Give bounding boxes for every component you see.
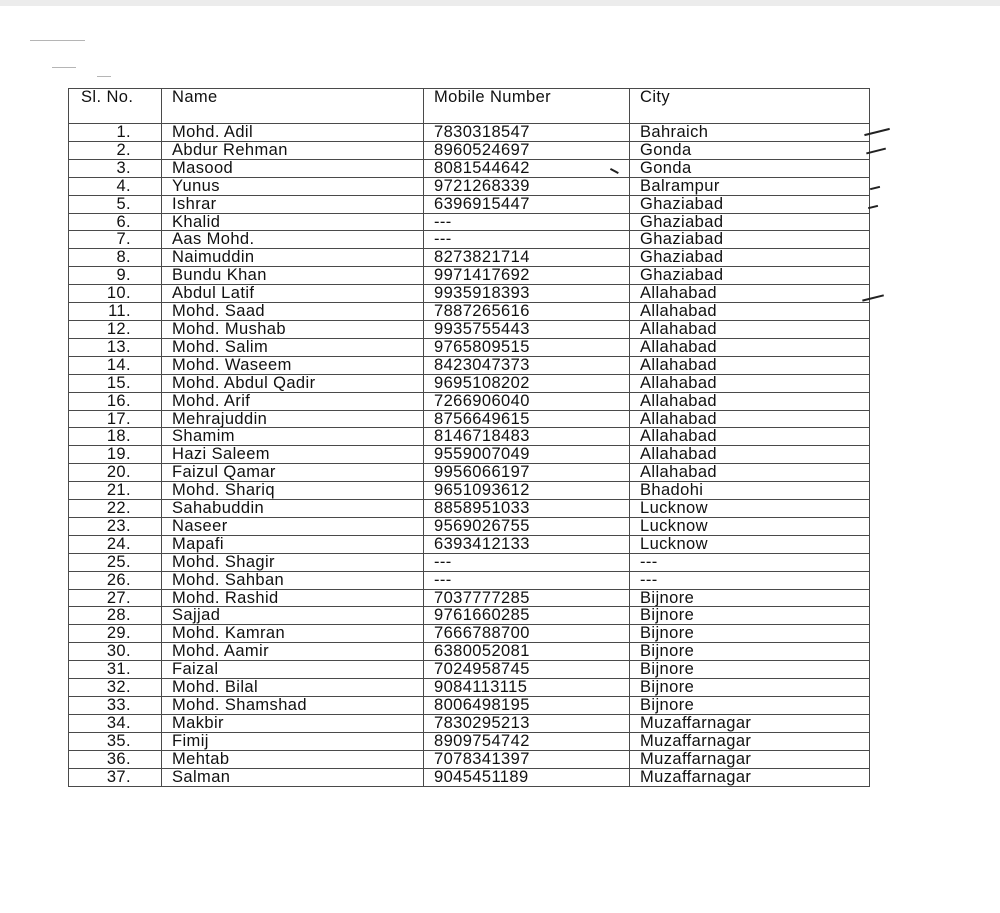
cell-city: Muzaffarnagar bbox=[630, 750, 870, 768]
cell-city: Allahabad bbox=[630, 464, 870, 482]
cell-mobile-number: 9084113115 bbox=[424, 679, 630, 697]
cell-name: Yunus bbox=[162, 177, 424, 195]
cell-city: Bijnore bbox=[630, 661, 870, 679]
cell-mobile-number: 6393412133 bbox=[424, 535, 630, 553]
cell-serial-no: 23. bbox=[69, 517, 162, 535]
cell-city: Allahabad bbox=[630, 356, 870, 374]
table-row bbox=[69, 482, 870, 500]
cell-name: Fimij bbox=[162, 732, 424, 750]
cell-name: Mohd. Rashid bbox=[162, 589, 424, 607]
table-row bbox=[69, 356, 870, 374]
cell-serial-no: 31. bbox=[69, 661, 162, 679]
cell-serial-no: 25. bbox=[69, 553, 162, 571]
cell-serial-no: 15. bbox=[69, 374, 162, 392]
cell-mobile-number: 9956066197 bbox=[424, 464, 630, 482]
cell-name: Bundu Khan bbox=[162, 267, 424, 285]
cell-name: Mohd. Shagir bbox=[162, 553, 424, 571]
cell-mobile-number: 9045451189 bbox=[424, 768, 630, 786]
cell-mobile-number: 9695108202 bbox=[424, 374, 630, 392]
cell-name: Hazi Saleem bbox=[162, 446, 424, 464]
table-row bbox=[69, 267, 870, 285]
scan-smudge bbox=[30, 40, 85, 41]
cell-mobile-number: 7887265616 bbox=[424, 303, 630, 321]
cell-serial-no: 32. bbox=[69, 679, 162, 697]
cell-serial-no: 6. bbox=[69, 213, 162, 231]
cell-city: Allahabad bbox=[630, 320, 870, 338]
cell-name: Mohd. Aamir bbox=[162, 643, 424, 661]
table-row bbox=[69, 428, 870, 446]
cell-city: Allahabad bbox=[630, 410, 870, 428]
table-row bbox=[69, 535, 870, 553]
cell-name: Mohd. Adil bbox=[162, 124, 424, 142]
header-mobile: Mobile Number bbox=[424, 89, 630, 124]
handwritten-tick-mark bbox=[870, 186, 880, 190]
cell-serial-no: 27. bbox=[69, 589, 162, 607]
cell-city: Bijnore bbox=[630, 607, 870, 625]
cell-city: Muzaffarnagar bbox=[630, 732, 870, 750]
cell-mobile-number: 8146718483 bbox=[424, 428, 630, 446]
cell-name: Mohd. Shariq bbox=[162, 482, 424, 500]
table-row bbox=[69, 571, 870, 589]
cell-mobile-number: 7830318547 bbox=[424, 124, 630, 142]
cell-serial-no: 14. bbox=[69, 356, 162, 374]
cell-serial-no: 36. bbox=[69, 750, 162, 768]
cell-city: Gonda bbox=[630, 159, 870, 177]
table-row bbox=[69, 392, 870, 410]
cell-mobile-number: 7037777285 bbox=[424, 589, 630, 607]
cell-city: Allahabad bbox=[630, 374, 870, 392]
cell-city: Bijnore bbox=[630, 697, 870, 715]
cell-city: --- bbox=[630, 553, 870, 571]
cell-name: Mohd. Sahban bbox=[162, 571, 424, 589]
cell-name: Abdul Latif bbox=[162, 285, 424, 303]
cell-mobile-number: 8081544642 bbox=[424, 159, 630, 177]
cell-serial-no: 22. bbox=[69, 500, 162, 518]
cell-serial-no: 12. bbox=[69, 320, 162, 338]
table-row bbox=[69, 517, 870, 535]
cell-name: Mohd. Mushab bbox=[162, 320, 424, 338]
cell-mobile-number: 7666788700 bbox=[424, 625, 630, 643]
cell-serial-no: 33. bbox=[69, 697, 162, 715]
cell-mobile-number: 9935918393 bbox=[424, 285, 630, 303]
table-row bbox=[69, 303, 870, 321]
table-row bbox=[69, 374, 870, 392]
cell-name: Mohd. Bilal bbox=[162, 679, 424, 697]
cell-city: Ghaziabad bbox=[630, 231, 870, 249]
cell-serial-no: 9. bbox=[69, 267, 162, 285]
cell-mobile-number: 9721268339 bbox=[424, 177, 630, 195]
cell-name: Naimuddin bbox=[162, 249, 424, 267]
cell-serial-no: 11. bbox=[69, 303, 162, 321]
cell-serial-no: 16. bbox=[69, 392, 162, 410]
cell-mobile-number: 6380052081 bbox=[424, 643, 630, 661]
cell-city: Allahabad bbox=[630, 428, 870, 446]
cell-name: Mohd. Waseem bbox=[162, 356, 424, 374]
cell-serial-no: 37. bbox=[69, 768, 162, 786]
cell-city: Allahabad bbox=[630, 392, 870, 410]
cell-city: Bahraich bbox=[630, 124, 870, 142]
cell-mobile-number: 9559007049 bbox=[424, 446, 630, 464]
cell-serial-no: 4. bbox=[69, 177, 162, 195]
cell-serial-no: 30. bbox=[69, 643, 162, 661]
cell-name: Sahabuddin bbox=[162, 500, 424, 518]
cell-mobile-number: 9651093612 bbox=[424, 482, 630, 500]
cell-mobile-number: 9765809515 bbox=[424, 338, 630, 356]
cell-name: Khalid bbox=[162, 213, 424, 231]
contact-table bbox=[68, 88, 870, 787]
cell-name: Ishrar bbox=[162, 195, 424, 213]
header-serial-no: Sl. No. bbox=[69, 89, 162, 124]
table-row bbox=[69, 661, 870, 679]
cell-mobile-number: 7266906040 bbox=[424, 392, 630, 410]
cell-city: Balrampur bbox=[630, 177, 870, 195]
cell-serial-no: 2. bbox=[69, 141, 162, 159]
cell-name: Faizal bbox=[162, 661, 424, 679]
cell-name: Abdur Rehman bbox=[162, 141, 424, 159]
cell-serial-no: 21. bbox=[69, 482, 162, 500]
table-row bbox=[69, 446, 870, 464]
table-row bbox=[69, 195, 870, 213]
table-row bbox=[69, 500, 870, 518]
cell-name: Sajjad bbox=[162, 607, 424, 625]
table-row bbox=[69, 643, 870, 661]
table-row bbox=[69, 714, 870, 732]
cell-mobile-number: 8423047373 bbox=[424, 356, 630, 374]
cell-name: Salman bbox=[162, 768, 424, 786]
table-row bbox=[69, 679, 870, 697]
cell-city: Ghaziabad bbox=[630, 213, 870, 231]
cell-serial-no: 35. bbox=[69, 732, 162, 750]
table-row bbox=[69, 553, 870, 571]
cell-name: Masood bbox=[162, 159, 424, 177]
table-header-row bbox=[69, 89, 870, 124]
cell-mobile-number: --- bbox=[424, 213, 630, 231]
table-row bbox=[69, 768, 870, 786]
cell-city: Lucknow bbox=[630, 517, 870, 535]
cell-mobile-number: --- bbox=[424, 553, 630, 571]
cell-serial-no: 19. bbox=[69, 446, 162, 464]
cell-serial-no: 7. bbox=[69, 231, 162, 249]
table-row bbox=[69, 285, 870, 303]
cell-name: Mohd. Abdul Qadir bbox=[162, 374, 424, 392]
cell-serial-no: 10. bbox=[69, 285, 162, 303]
table-row bbox=[69, 249, 870, 267]
table-row bbox=[69, 410, 870, 428]
cell-serial-no: 34. bbox=[69, 714, 162, 732]
cell-mobile-number: 9761660285 bbox=[424, 607, 630, 625]
table-row bbox=[69, 141, 870, 159]
cell-name: Mohd. Shamshad bbox=[162, 697, 424, 715]
cell-city: Bijnore bbox=[630, 643, 870, 661]
cell-city: Muzaffarnagar bbox=[630, 714, 870, 732]
cell-city: Gonda bbox=[630, 141, 870, 159]
cell-name: Mehtab bbox=[162, 750, 424, 768]
cell-name: Faizul Qamar bbox=[162, 464, 424, 482]
cell-mobile-number: 8273821714 bbox=[424, 249, 630, 267]
table-row bbox=[69, 697, 870, 715]
cell-name: Mohd. Arif bbox=[162, 392, 424, 410]
cell-mobile-number: 9569026755 bbox=[424, 517, 630, 535]
cell-city: Muzaffarnagar bbox=[630, 768, 870, 786]
cell-mobile-number: 9935755443 bbox=[424, 320, 630, 338]
table-body bbox=[69, 124, 870, 787]
cell-mobile-number: 9971417692 bbox=[424, 267, 630, 285]
table-row bbox=[69, 750, 870, 768]
header-city: City bbox=[630, 89, 870, 124]
cell-name: Shamim bbox=[162, 428, 424, 446]
scan-top-edge bbox=[0, 0, 1000, 6]
cell-name: Mohd. Kamran bbox=[162, 625, 424, 643]
table-row bbox=[69, 213, 870, 231]
cell-serial-no: 18. bbox=[69, 428, 162, 446]
table-row bbox=[69, 589, 870, 607]
table-row bbox=[69, 338, 870, 356]
cell-mobile-number: 7078341397 bbox=[424, 750, 630, 768]
cell-city: Bijnore bbox=[630, 589, 870, 607]
cell-city: Ghaziabad bbox=[630, 195, 870, 213]
cell-serial-no: 28. bbox=[69, 607, 162, 625]
cell-city: Bijnore bbox=[630, 679, 870, 697]
cell-mobile-number: 8006498195 bbox=[424, 697, 630, 715]
cell-city: Allahabad bbox=[630, 446, 870, 464]
scan-smudge bbox=[97, 76, 111, 77]
table-row bbox=[69, 231, 870, 249]
cell-mobile-number: 8909754742 bbox=[424, 732, 630, 750]
cell-serial-no: 26. bbox=[69, 571, 162, 589]
cell-serial-no: 1. bbox=[69, 124, 162, 142]
cell-city: Lucknow bbox=[630, 535, 870, 553]
cell-city: Ghaziabad bbox=[630, 249, 870, 267]
cell-name: Mapafi bbox=[162, 535, 424, 553]
cell-serial-no: 8. bbox=[69, 249, 162, 267]
table-row bbox=[69, 607, 870, 625]
cell-mobile-number: --- bbox=[424, 231, 630, 249]
cell-serial-no: 13. bbox=[69, 338, 162, 356]
cell-serial-no: 24. bbox=[69, 535, 162, 553]
cell-city: Allahabad bbox=[630, 285, 870, 303]
cell-city: Bhadohi bbox=[630, 482, 870, 500]
cell-serial-no: 20. bbox=[69, 464, 162, 482]
cell-mobile-number: 7024958745 bbox=[424, 661, 630, 679]
table-row bbox=[69, 464, 870, 482]
cell-city: Allahabad bbox=[630, 303, 870, 321]
cell-name: Mohd. Salim bbox=[162, 338, 424, 356]
cell-mobile-number: 7830295213 bbox=[424, 714, 630, 732]
table-row bbox=[69, 159, 870, 177]
cell-mobile-number: 8756649615 bbox=[424, 410, 630, 428]
cell-mobile-number: --- bbox=[424, 571, 630, 589]
cell-name: Aas Mohd. bbox=[162, 231, 424, 249]
cell-mobile-number: 8960524697 bbox=[424, 141, 630, 159]
table-row bbox=[69, 320, 870, 338]
table-row bbox=[69, 732, 870, 750]
cell-name: Makbir bbox=[162, 714, 424, 732]
cell-mobile-number: 8858951033 bbox=[424, 500, 630, 518]
cell-city: Allahabad bbox=[630, 338, 870, 356]
table-row bbox=[69, 625, 870, 643]
table-row bbox=[69, 124, 870, 142]
cell-mobile-number: 6396915447 bbox=[424, 195, 630, 213]
cell-city: Bijnore bbox=[630, 625, 870, 643]
cell-city: --- bbox=[630, 571, 870, 589]
table-row bbox=[69, 177, 870, 195]
cell-name: Mohd. Saad bbox=[162, 303, 424, 321]
cell-city: Lucknow bbox=[630, 500, 870, 518]
cell-serial-no: 5. bbox=[69, 195, 162, 213]
cell-serial-no: 3. bbox=[69, 159, 162, 177]
cell-serial-no: 17. bbox=[69, 410, 162, 428]
cell-name: Mehrajuddin bbox=[162, 410, 424, 428]
scan-smudge bbox=[52, 67, 76, 68]
header-name: Name bbox=[162, 89, 424, 124]
cell-serial-no: 29. bbox=[69, 625, 162, 643]
cell-name: Naseer bbox=[162, 517, 424, 535]
cell-city: Ghaziabad bbox=[630, 267, 870, 285]
